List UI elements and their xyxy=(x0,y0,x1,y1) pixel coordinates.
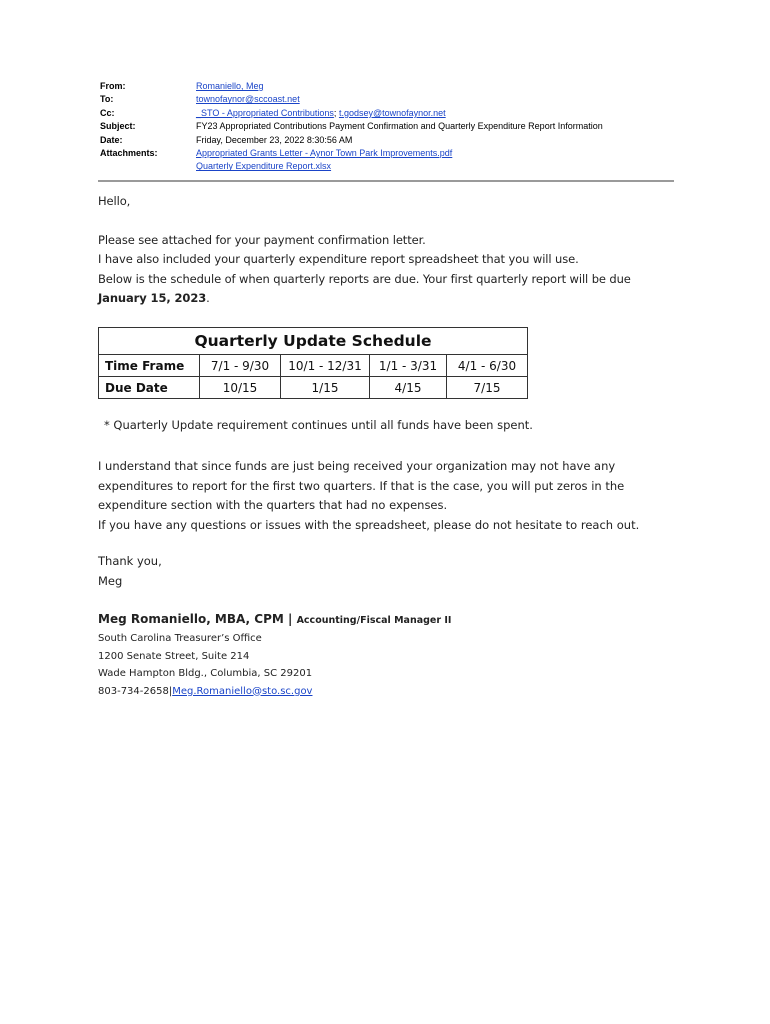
time-frame-cell: 1/1 - 3/31 xyxy=(370,355,447,377)
body-line-1: Please see attached for your payment confirmation letter. xyxy=(98,232,426,247)
to-link[interactable]: townofaynor@sccoast.net xyxy=(196,94,300,105)
date-row xyxy=(100,134,680,147)
signature-email-link[interactable]: Meg.Romaniello@sto.sc.gov xyxy=(172,685,313,697)
cc-link-godsey[interactable]: t.godsey@townofaynor.net xyxy=(338,107,446,118)
time-frame-label: Time Frame xyxy=(99,355,200,377)
signature-name: Meg Romaniello, MBA, CPM xyxy=(98,612,284,626)
due-date-cell: 10/15 xyxy=(200,377,281,399)
para-line-2: expenditures to report for the first two quarters. If that is the case, you will put zeros in the xyxy=(98,478,625,493)
subject-row xyxy=(100,120,680,133)
due-date-cell: 4/15 xyxy=(370,377,447,399)
para-line-3: expenditure section with the quarters that had no expenses. xyxy=(98,498,448,512)
signature-address-1: 1200 Senate Street, Suite 214 xyxy=(98,650,250,662)
table-row xyxy=(99,377,528,399)
quarterly-schedule-table xyxy=(98,327,528,399)
closing-name: Meg xyxy=(98,573,123,588)
date-value: Friday, December 23, 2022 8:30:56 AM xyxy=(196,134,353,145)
schedule-title: Quarterly Update Schedule xyxy=(99,328,528,355)
attachments-row-2 xyxy=(100,160,680,173)
cc-link-sto[interactable]: _STO - Appropriated Contributions xyxy=(196,107,334,118)
from-link[interactable]: Romaniello, Meg xyxy=(196,81,264,91)
message-body xyxy=(98,192,698,309)
greeting: Hello, xyxy=(98,194,131,208)
attachment-link-xlsx[interactable]: Quarterly Expenditure Report.xlsx xyxy=(196,161,332,172)
signature-address-2: Wade Hampton Bldg., Columbia, SC 29201 xyxy=(98,668,313,679)
signature-name-line: Meg Romaniello, MBA, CPM | Accounting/Fiscal Manager II xyxy=(98,612,452,626)
time-frame-cell: 7/1 - 9/30 xyxy=(200,355,281,377)
first-due-date: January 15, 2023 xyxy=(98,291,207,305)
from-label: From: xyxy=(100,81,126,91)
signature-phone: 803-734-2658 xyxy=(98,685,169,697)
para-line-1: I understand that since funds are just being received your organization may not have any xyxy=(98,459,616,473)
expenditure-paragraph xyxy=(98,457,639,535)
body-line-3: Below is the schedule of when quarterly reports are due. Your first quarterly report will be due xyxy=(98,271,631,286)
header-divider xyxy=(98,180,674,182)
cc-separator: ; xyxy=(333,107,337,118)
signature-title: Accounting/Fiscal Manager II xyxy=(296,615,452,626)
table-row xyxy=(99,355,528,377)
due-date-cell: 7/15 xyxy=(447,377,528,399)
subject-value: FY23 Appropriated Contributions Payment Confirmation and Quarterly Expenditure Report Information xyxy=(196,121,603,132)
schedule-note: * Quarterly Update requirement continues until all funds have been spent. xyxy=(104,418,533,432)
email-signature xyxy=(98,610,451,700)
due-date-line: January 15, 2023. xyxy=(98,291,210,305)
time-frame-cell: 4/1 - 6/30 xyxy=(447,355,528,377)
due-date-label: Due Date xyxy=(99,377,200,399)
para-line-4: If you have any questions or issues with the spreadsheet, please do not hesitate to reach out. xyxy=(98,517,640,532)
due-date-cell: 1/15 xyxy=(281,377,370,399)
closing xyxy=(98,552,162,591)
cc-label: Cc: xyxy=(100,107,115,118)
body-line-2: I have also included your quarterly expenditure report spreadsheet that you will use. xyxy=(98,252,579,266)
signature-contact: 803-734-2658|Meg.Romaniello@sto.sc.gov xyxy=(98,685,313,697)
attachment-link-pdf[interactable]: Appropriated Grants Letter - Aynor Town Park Improvements.pdf xyxy=(196,148,453,159)
thank-you: Thank you, xyxy=(98,554,162,568)
date-label: Date: xyxy=(100,134,123,145)
from-row xyxy=(100,80,680,93)
email-header xyxy=(100,80,680,174)
attachments-label: Attachments: xyxy=(100,148,158,159)
subject-label: Subject: xyxy=(100,121,136,132)
to-row xyxy=(100,93,680,106)
signature-office: South Carolina Treasurer’s Office xyxy=(98,633,262,644)
cc-row xyxy=(100,107,680,120)
to-label: To: xyxy=(100,94,114,105)
attachments-row xyxy=(100,147,680,160)
time-frame-cell: 10/1 - 12/31 xyxy=(281,355,370,377)
